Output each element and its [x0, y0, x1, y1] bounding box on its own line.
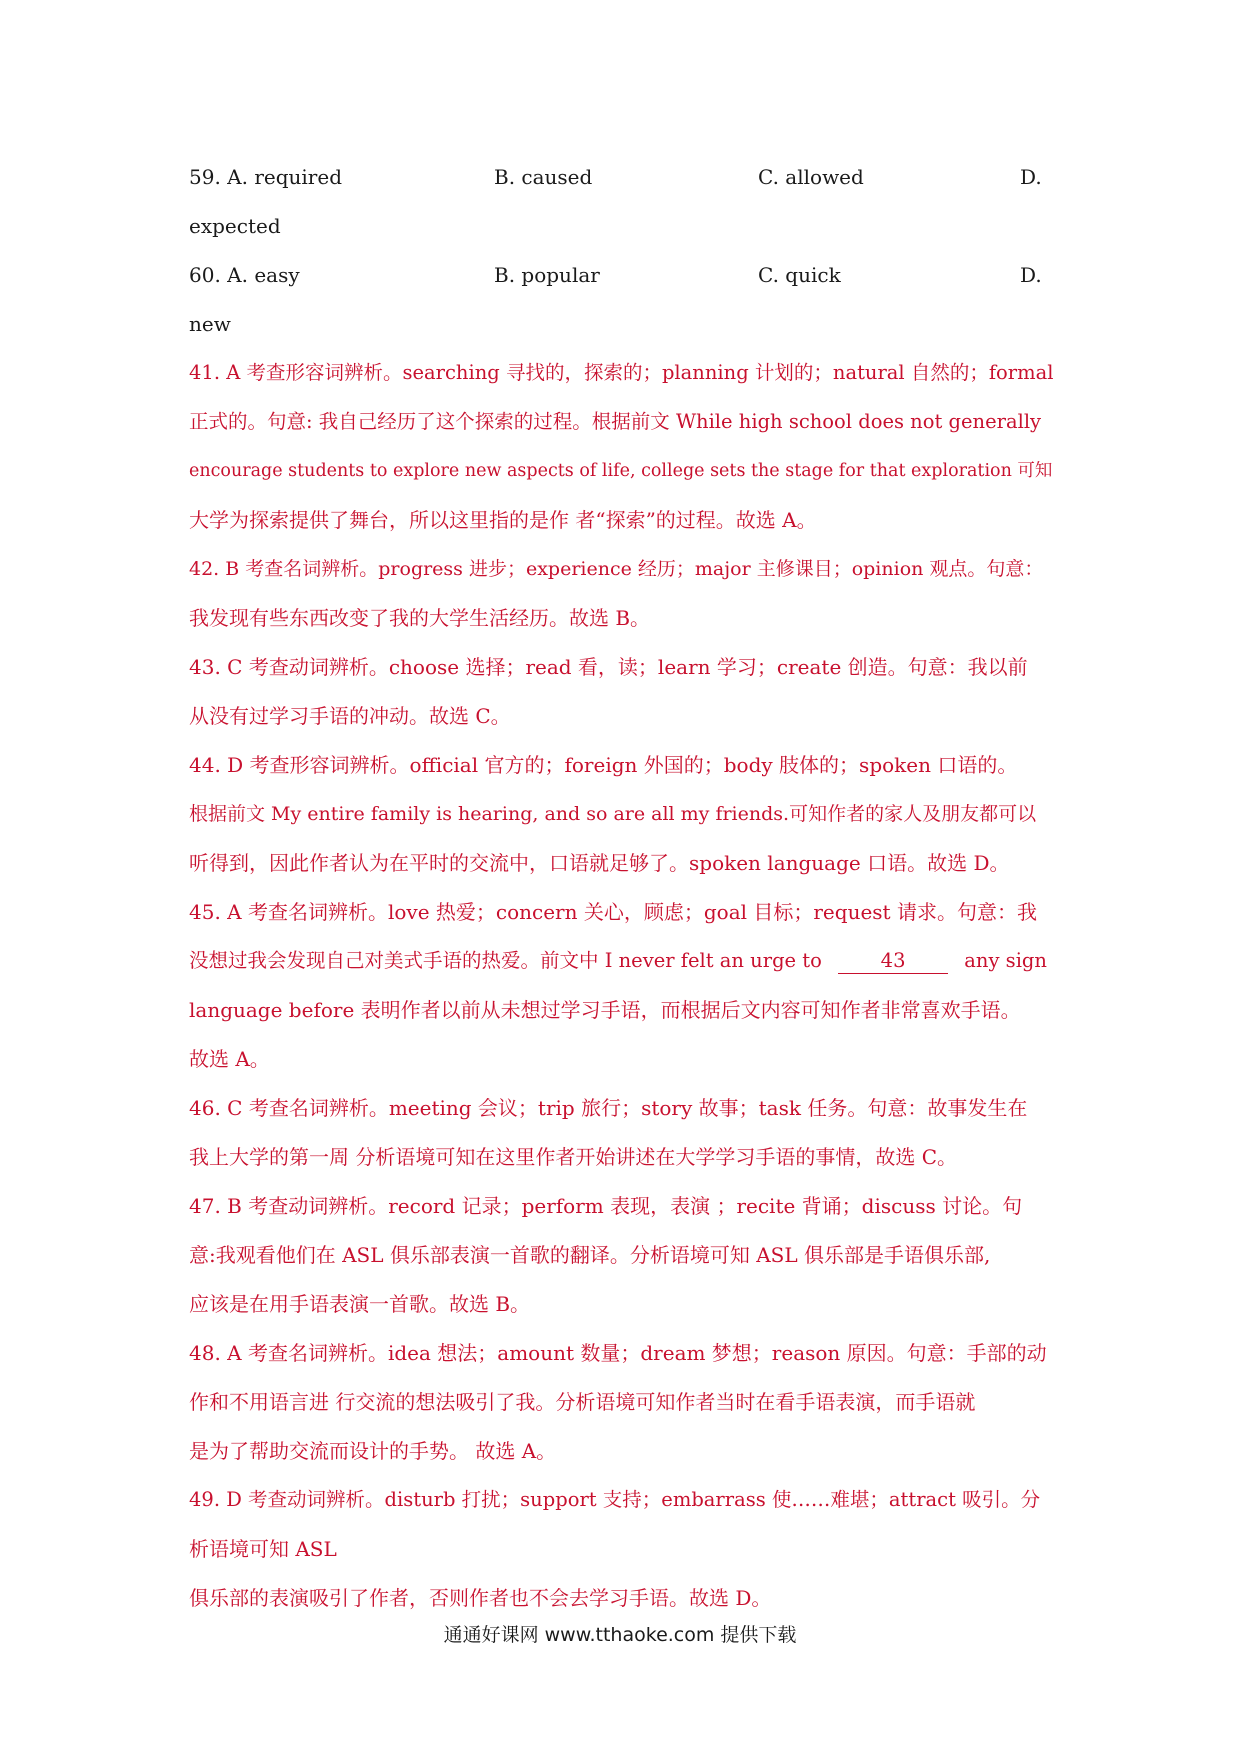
- answer-41-line-1: 41. A 考查形容词辨析。searching 寻找的，探索的；planning 计划的；natural 自然的；formal: [189, 361, 1054, 384]
- q59-option-d: D.: [1020, 165, 1042, 189]
- answer-47-line-2: 意:我观看他们在 ASL 俱乐部表演一首歌的翻译。分析语境可知 ASL 俱乐部是手语俱乐部,: [189, 1243, 991, 1267]
- answer-49-line-1: 49. D 考查动词辨析。disturb 打扰；support 支持；embarrass 使……难堪；attract 吸引。分: [189, 1488, 1041, 1511]
- q59-option-b: B. caused: [494, 165, 593, 189]
- answer-45-line-2-tail: any sign: [964, 949, 1047, 972]
- q60-option-c: C. quick: [758, 263, 841, 287]
- answer-46-line-1: 46. C 考查名词辨析。meeting 会议；trip 旅行；story 故事；task 任务。句意：故事发生在: [189, 1096, 1028, 1120]
- answer-45-line-2: [189, 946, 1047, 976]
- q60-option-d-text: new: [189, 312, 231, 336]
- answer-46-line-2: 我上大学的第一周 分析语境可知在这里作者开始讲述在大学学习手语的事情，故选 C。: [189, 1145, 958, 1169]
- answer-47-line-1: 47. B 考查动词辨析。record 记录；perform 表现，表演 ；recite 背诵；discuss 讨论。句: [189, 1194, 1023, 1218]
- answer-45-line-3: language before 表明作者以前从未想过学习手语，而根据后文内容可知作者非常喜欢手语。: [189, 998, 1021, 1022]
- answer-42-line-2: 我发现有些东西改变了我的大学生活经历。故选 B。: [189, 606, 651, 630]
- q59-option-c: C. allowed: [758, 165, 864, 189]
- answer-48-line-2: 作和不用语言进 行交流的想法吸引了我。分析语境可知作者当时在看手语表演，而手语就: [189, 1390, 976, 1414]
- answer-47-line-3: 应该是在用手语表演一首歌。故选 B。: [189, 1292, 531, 1316]
- q60-option-d: D.: [1020, 263, 1042, 287]
- answer-41-line-3: encourage students to explore new aspects of life, college sets the stage for that exploration 可知: [189, 461, 1053, 481]
- answer-49-line-2: 析语境可知 ASL: [189, 1537, 337, 1561]
- q59-option-a: 59. A. required: [189, 165, 342, 189]
- answer-43-line-2: 从没有过学习手语的冲动。故选 C。: [189, 704, 511, 728]
- answer-49-line-3: 俱乐部的表演吸引了作者，否则作者也不会去学习手语。故选 D。: [189, 1586, 772, 1610]
- answer-45-blank: 43: [838, 949, 948, 974]
- answer-41-line-4: 大学为探索提供了舞台，所以这里指的是作 者“探索”的过程。故选 A。: [189, 508, 817, 532]
- answer-48-line-1: 48. A 考查名词辨析。idea 想法；amount 数量；dream 梦想；reason 原因。句意：手部的动: [189, 1341, 1047, 1365]
- q60-option-b: B. popular: [494, 263, 600, 287]
- answer-45-line-4: 故选 A。: [189, 1047, 270, 1071]
- answer-43-line-1: 43. C 考查动词辨析。choose 选择；read 看，读；learn 学习；create 创造。句意：我以前: [189, 655, 1028, 679]
- answer-41-line-2: 正式的。句意: 我自己经历了这个探索的过程。根据前文 While high school does not generally: [189, 410, 1042, 433]
- q59-option-d-text: expected: [189, 214, 281, 238]
- answer-45-line-1: 45. A 考查名词辨析。love 热爱；concern 关心，顾虑；goal 目标；request 请求。句意：我: [189, 900, 1037, 924]
- page-footer: 通通好课网 www.tthaoke.com 提供下载: [443, 1624, 797, 1646]
- answer-45-line-2-text: 没想过我会发现自己对美式手语的热爱。前文中 I never felt an urge to: [189, 949, 822, 972]
- answer-48-line-3: 是为了帮助交流而设计的手势。 故选 A。: [189, 1439, 557, 1463]
- answer-44-line-1: 44. D 考查形容词辨析。official 官方的；foreign 外国的；body 肢体的；spoken 口语的。: [189, 753, 1018, 777]
- answer-44-line-2: 根据前文 My entire family is hearing, and so are all my friends.可知作者的家人及朋友都可以: [189, 803, 1037, 825]
- q60-option-a: 60. A. easy: [189, 263, 300, 287]
- answer-42-line-1: 42. B 考查名词辨析。progress 进步；experience 经历；major 主修课目；opinion 观点。句意：: [189, 558, 1044, 580]
- answer-44-line-3: 听得到，因此作者认为在平时的交流中，口语就足够了。spoken language 口语。故选 D。: [189, 851, 1010, 875]
